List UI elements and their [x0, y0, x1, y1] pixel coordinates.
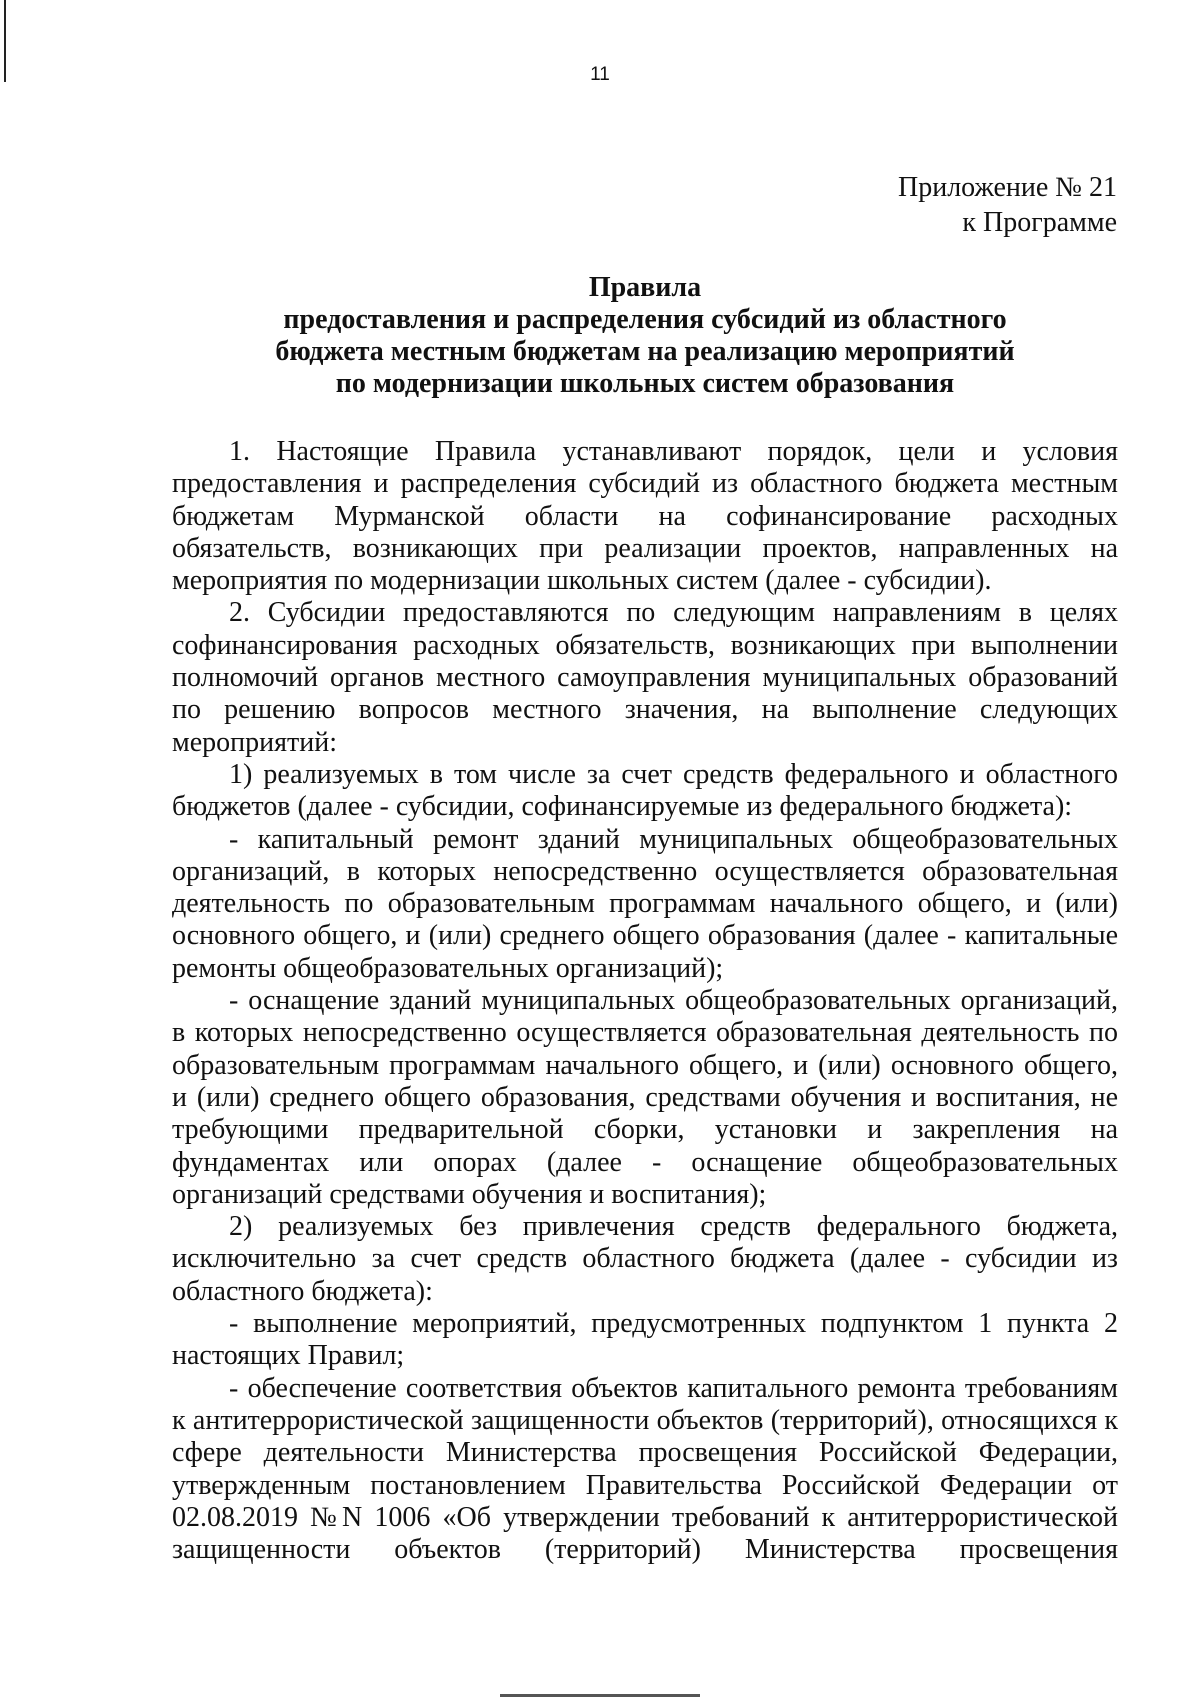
- title-line-3: бюджета местным бюджетам на реализацию мероприятий: [275, 336, 1015, 367]
- appendix-heading: [898, 170, 1117, 240]
- paragraph-3: 1) реализуемых в том числе за счет средств федерального и областного бюджетов (далее - субсидии, софинансируемые из федерального бюджета):: [172, 758, 1118, 823]
- appendix-number: Приложение № 21: [898, 172, 1117, 203]
- title-line-2: предоставления и распределения субсидий из областного: [283, 304, 1007, 335]
- appendix-program: к Программе: [962, 207, 1117, 238]
- paragraph-4: - капитальный ремонт зданий муниципальных общеобразовательных организаций, в которых непосредственно осуществляется образовательная деятельность по образовательным программам начального общего, и (или) основного общего, и (или) среднего общего образования (далее - капитальные ремонты общеобразовательных организаций);: [172, 823, 1118, 984]
- paragraph-7: - выполнение мероприятий, предусмотренных подпунктом 1 пункта 2 настоящих Правил;: [172, 1308, 1118, 1372]
- document-body: [172, 436, 1118, 1566]
- footer-scan-mark: [500, 1694, 700, 1697]
- title-line-4: по модернизации школьных систем образования: [335, 368, 955, 399]
- paragraph-1: 1. Настоящие Правила устанавливают порядок, цели и условия предоставления и распределения субсидий из областного бюджета местным бюджетам Мурманской области на софинансирование расходных обязательств, возникающих при реализации проектов, направленных на мероприятия по модернизации школьных систем (далее - субсидии).: [172, 436, 1118, 597]
- paragraph-6: 2) реализуемых без привлечения средств федерального бюджета, исключительно за счет средств областного бюджета (далее - субсидии из областного бюджета):: [172, 1211, 1118, 1307]
- paragraph-5: - оснащение зданий муниципальных общеобразовательных организаций, в которых непосредственно осуществляется образовательная деятельность по образовательным программам начального общего, и (или) основного общего, и (или) среднего общего образования, средствами обучения и воспитания, не требующими предварительной сборки, установки и закрепления на фундаментах или опорах (далее - оснащение общеобразовательных организаций средствами обучения и воспитания);: [172, 985, 1118, 1210]
- paragraph-2: 2. Субсидии предоставляются по следующим направлениям в целях софинансирования расходных обязательств, возникающих при выполнении полномочий органов местного самоуправления муниципальных образований по решению вопросов местного значения, на выполнение следующих мероприятий:: [172, 597, 1118, 758]
- paragraph-8: - обеспечение соответствия объектов капитального ремонта требованиям к антитеррористической защищенности объектов (территорий), относящихся к сфере деятельности Министерства просвещения Российской Федерации, утвержденным постановлением Правительства Российской Федерации от 02.08.2019 №N 1006 «Об утверждении требований к антитеррористической защищенности объектов (территорий) Министерства просвещения: [172, 1372, 1118, 1566]
- page-number: 11: [590, 64, 610, 85]
- document-title: [170, 272, 1120, 400]
- title-line-1: Правила: [588, 272, 702, 303]
